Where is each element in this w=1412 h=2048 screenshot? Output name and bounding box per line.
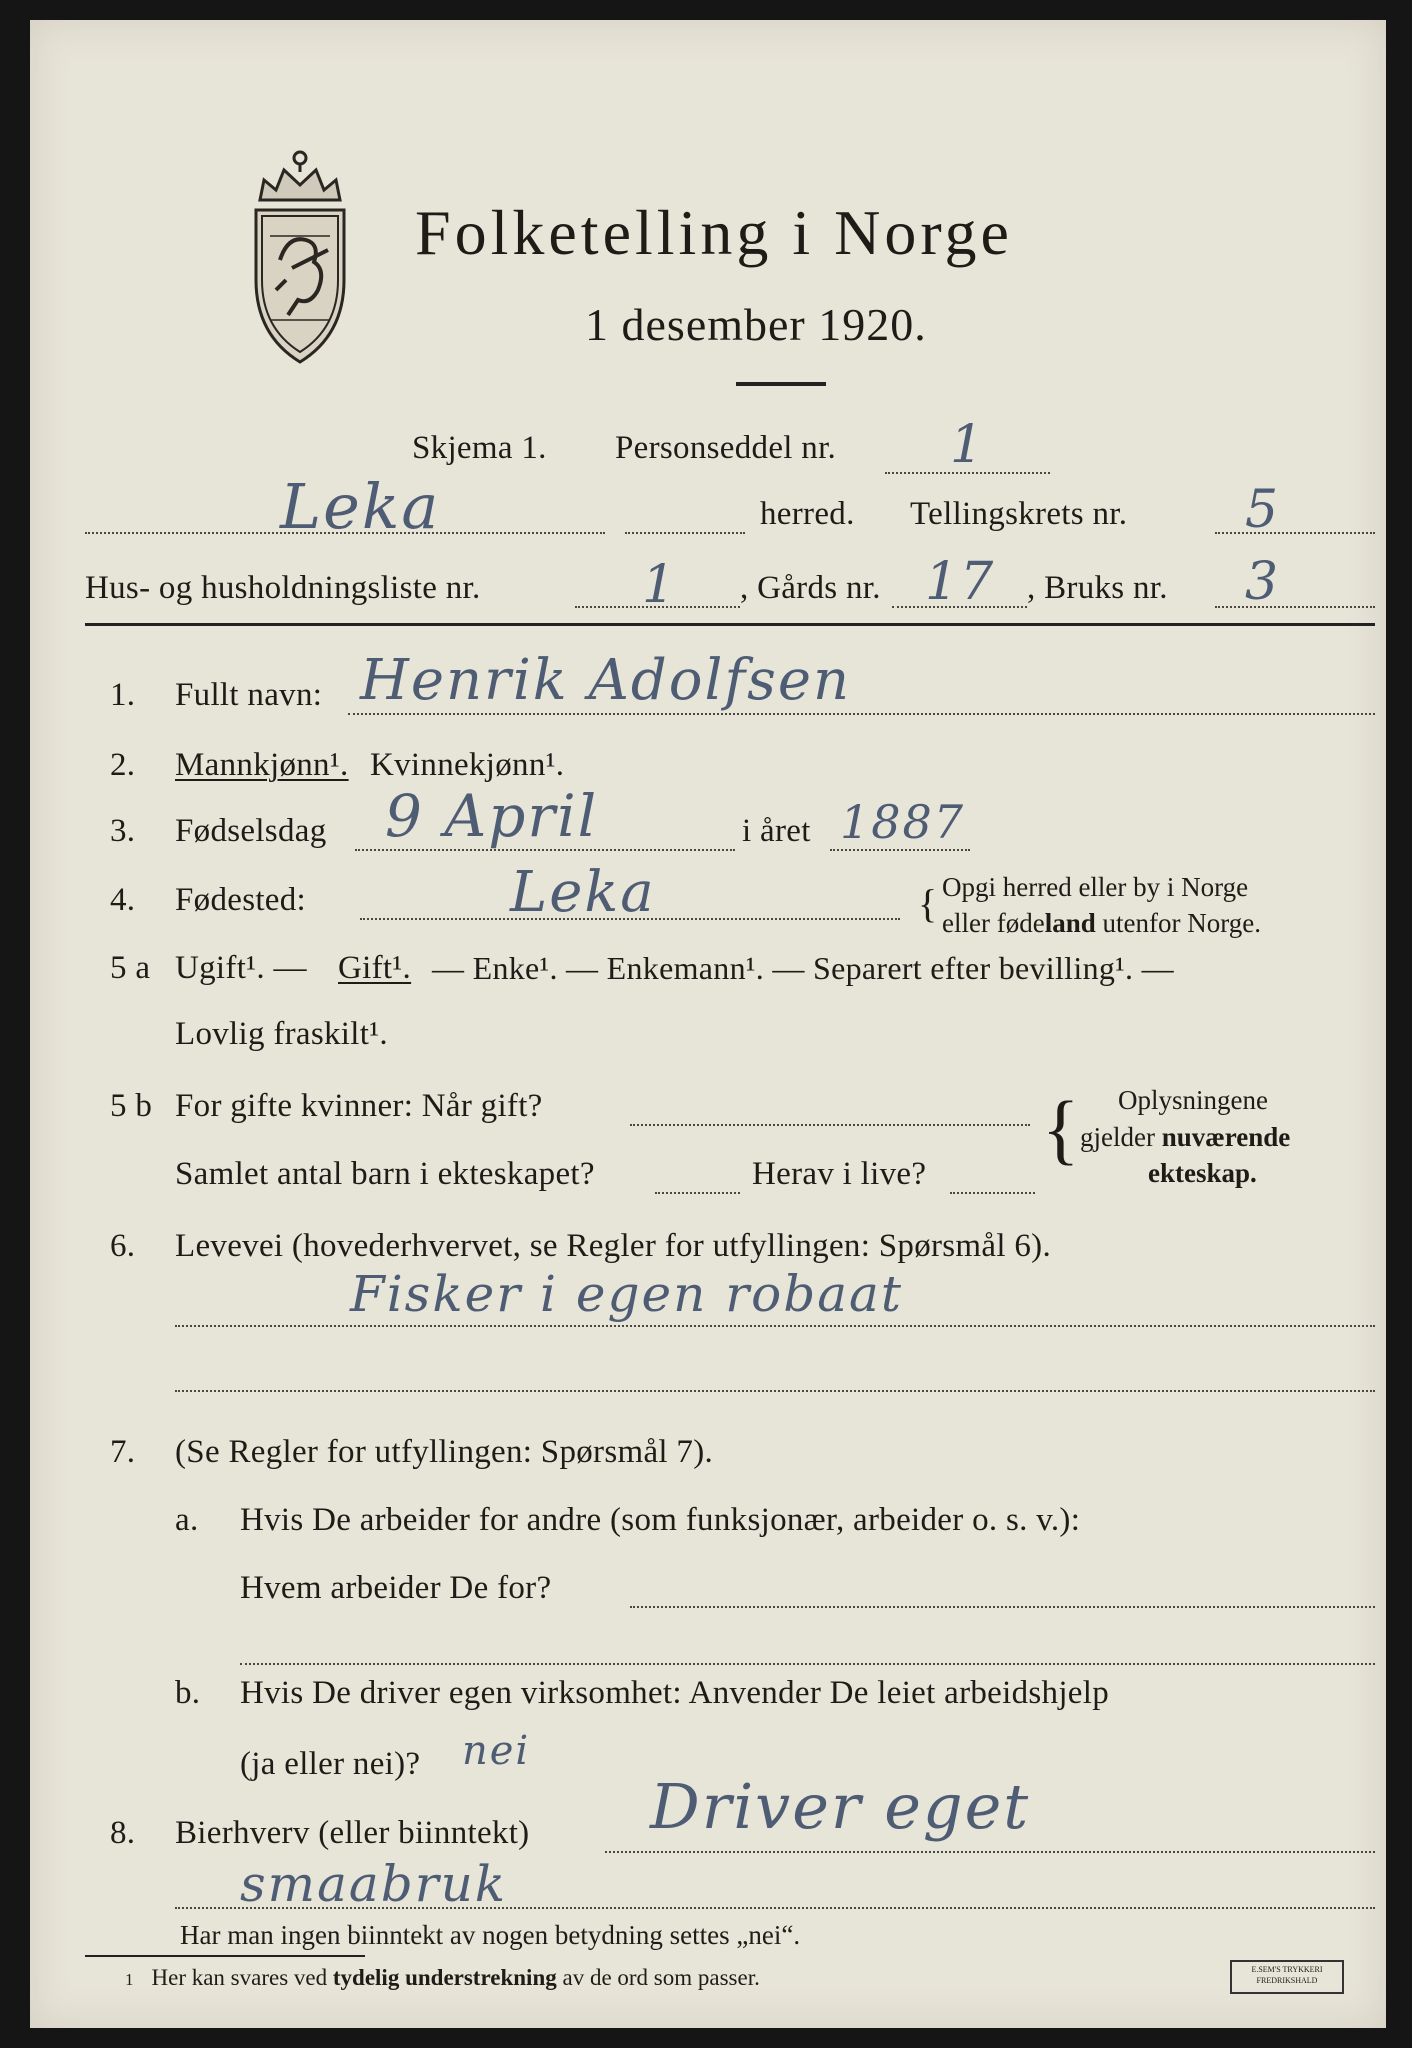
q7b-question-label: (ja eller nei)? <box>240 1746 421 1782</box>
q1-line <box>348 713 1375 715</box>
gards-label: , Gårds nr. <box>740 570 881 606</box>
q5a-number: 5 a <box>110 950 151 986</box>
q8-line1 <box>605 1851 1375 1853</box>
q6-occupation-value[interactable]: Fisker i egen robaat <box>350 1265 903 1323</box>
q3-number: 3. <box>110 813 136 849</box>
q5b-alive-label: Herav i live? <box>752 1156 927 1192</box>
q6-line2 <box>175 1390 1375 1392</box>
q5a-other-options[interactable]: — Enke¹. — Enkemann¹. — Separert efter bevilling¹. — <box>432 950 1174 986</box>
q7-label: (Se Regler for utfyllingen: Spørsmål 7). <box>175 1434 714 1470</box>
bruks-label: , Bruks nr. <box>1027 570 1168 606</box>
q4-brace: { <box>918 881 938 926</box>
q5b-note-line1: Oplysningene <box>1118 1085 1268 1115</box>
census-form-page <box>30 20 1386 2028</box>
q4-note-line2: eller fødeland utenfor Norge. <box>942 908 1261 938</box>
q7b-answer-value[interactable]: nei <box>462 1728 531 1774</box>
q7b-letter: b. <box>175 1675 201 1711</box>
municipality-value[interactable]: Leka <box>280 470 441 543</box>
q7a-employer-label: Hvem arbeider De for? <box>240 1570 552 1606</box>
q5b-married-line <box>630 1124 1030 1126</box>
printer-mark: E.SEM'S TRYKKERI FREDRIKSHALD <box>1230 1960 1344 1994</box>
q5b-brace: { <box>1042 1085 1080 1172</box>
footer-rule <box>85 1955 365 1957</box>
q4-label: Fødested: <box>175 882 307 918</box>
title-divider <box>736 382 826 386</box>
q7a-employer-line2 <box>240 1663 1375 1665</box>
gards-value[interactable]: 17 <box>925 552 996 612</box>
q3-birthday-value[interactable]: 9 April <box>385 782 599 850</box>
q8-note: Har man ingen biinntekt av nogen betydning settes „nei“. <box>180 1920 801 1950</box>
q7b-label: Hvis De driver egen virksomhet: Anvender De leiet arbeidshjelp <box>240 1675 1110 1711</box>
q3-year-value[interactable]: 1887 <box>840 795 966 849</box>
q5b-children-line <box>655 1192 740 1194</box>
form-title: Folketelling i Norge <box>415 197 1013 268</box>
census-date: 1 desember 1920. <box>585 299 927 350</box>
husliste-value[interactable]: 1 <box>642 555 678 615</box>
q6-label: Levevei (hovederhvervet, se Regler for utfyllingen: Spørsmål 6). <box>175 1228 1052 1264</box>
q2-number: 2. <box>110 747 136 783</box>
q7a-label: Hvis De arbeider for andre (som funksjonær, arbeider o. s. v.): <box>240 1502 1081 1538</box>
q4-note-line1: Opgi herred eller by i Norge <box>942 872 1249 902</box>
municipality-line-2 <box>625 532 745 534</box>
q5a-fraskilt-option[interactable]: Lovlig fraskilt¹. <box>175 1016 388 1052</box>
footnote: 1 Her kan svares ved tydelig understrekning av de ord som passer. <box>125 1965 760 1990</box>
bruks-line <box>1215 606 1375 608</box>
q8-label: Bierhverv (eller biinntekt) <box>175 1815 530 1851</box>
q5b-note-line3: ekteskap. <box>1148 1158 1257 1188</box>
q7-number: 7. <box>110 1434 136 1470</box>
q4-birthplace-value[interactable]: Leka <box>510 860 656 925</box>
q1-full-name-value[interactable]: Henrik Adolfsen <box>360 648 852 713</box>
skjema-label: Skjema 1. <box>412 430 547 466</box>
q5b-alive-line <box>950 1192 1035 1194</box>
q5b-children-label: Samlet antal barn i ekteskapet? <box>175 1156 595 1192</box>
q8-value-line1[interactable]: Driver eget <box>650 1770 1031 1843</box>
q7a-letter: a. <box>175 1502 199 1538</box>
q5a-ugift-option[interactable]: Ugift¹. — <box>175 950 307 986</box>
q8-number: 8. <box>110 1815 136 1851</box>
q5b-number: 5 b <box>110 1088 153 1124</box>
tellingskrets-label: Tellingskrets nr. <box>910 496 1128 532</box>
tellingskrets-value[interactable]: 5 <box>1245 480 1281 540</box>
q1-label: Fullt navn: <box>175 677 323 713</box>
coat-of-arms-icon <box>240 140 360 370</box>
footnote-mark: 1 <box>125 1970 134 1989</box>
q2-male-option[interactable]: Mannkjønn¹. <box>175 747 349 783</box>
herred-label: herred. <box>760 496 855 532</box>
q5b-note-line2: gjelder nuværende <box>1080 1122 1291 1152</box>
q5b-label: For gifte kvinner: Når gift? <box>175 1088 543 1124</box>
q7a-employer-line <box>630 1606 1375 1608</box>
q2-female-option[interactable]: Kvinnekjønn¹. <box>370 747 565 783</box>
q3-label: Fødselsdag <box>175 813 327 849</box>
header-rule <box>85 623 1375 626</box>
q5a-gift-option[interactable]: Gift¹. <box>338 950 412 986</box>
q6-number: 6. <box>110 1228 136 1264</box>
q4-number: 4. <box>110 882 136 918</box>
tellingskrets-line <box>1215 532 1375 534</box>
personseddel-label: Personseddel nr. <box>615 430 837 466</box>
q3-year-label: i året <box>742 813 811 849</box>
personseddel-value[interactable]: 1 <box>950 415 986 475</box>
bruks-value[interactable]: 3 <box>1245 552 1281 612</box>
q1-number: 1. <box>110 677 136 713</box>
q6-line1 <box>175 1325 1375 1327</box>
husliste-label: Hus- og husholdningsliste nr. <box>85 570 481 606</box>
q3-year-line <box>830 849 970 851</box>
q8-value-line2[interactable]: smaabruk <box>240 1855 508 1913</box>
